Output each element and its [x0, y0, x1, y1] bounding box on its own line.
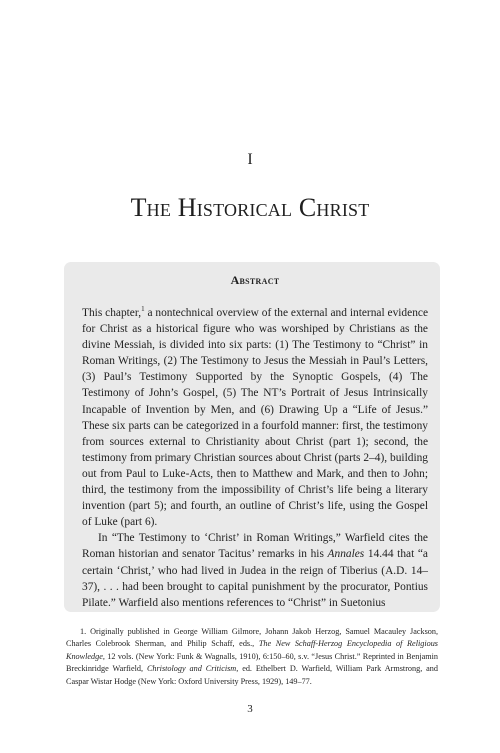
- abstract-text: This chapter,: [82, 307, 142, 319]
- footnote-text: , 12 vols. (New York: Funk & Wagnalls, 1910), 6:150–60, s.v. “Jesus Christ.” Reprinted in Benjamin Breckinridge Warfield,: [66, 651, 438, 674]
- abstract-text: In “The Testimony to ‘Christ’ in Roman Writings,” Warfield cites the Roman historian and senator Tacitus’ remarks in his: [82, 532, 428, 561]
- abstract-paragraph-1: [82, 305, 428, 530]
- work-title: Annales: [327, 548, 365, 561]
- era-abbreviation: A.D.: [385, 564, 408, 577]
- abstract-text: 14–37), . . . had been brought to capital punishment by the procurator, Pontius Pilate.” Warfield also mentions references to “Christ” in Suetonius: [82, 564, 429, 609]
- chapter-number: I: [247, 151, 253, 168]
- footnote: [66, 626, 438, 688]
- footnote-title: The New Schaff-Herzog Encyclopedia of Religious Knowledge: [66, 639, 438, 661]
- abstract-text: 14.44 that “a certain ‘Christ,’ who had lived in Judea in the reign of Tiberius (: [82, 548, 428, 577]
- page-number: 3: [247, 703, 253, 715]
- chapter-title: The Historical Christ: [130, 193, 370, 222]
- abstract-box: [64, 262, 440, 612]
- footnote-title: Christology and Criticism: [146, 664, 237, 674]
- abstract-heading: Abstract: [230, 273, 280, 287]
- footnote-marker: 1: [141, 305, 145, 314]
- footnote-text: 1. Originally published in George William Gilmore, Johann Jakob Herzog, Samuel Macauley Jackson, Charles Colebrook Sherman, and Philip Schaff, eds.,: [66, 627, 438, 649]
- abstract-paragraph-2: [82, 530, 428, 610]
- footnote-text: , ed. Ethelbert D. Warfield, William Park Armstrong, and Caspar Wistar Hodge (New York: Oxford University Press, 1929), 149–77.: [66, 664, 438, 686]
- abstract-text: a nontechnical overview of the external and internal evidence for Christ as a historical figure who was worshiped by Christians as the divine Messiah, is divided into six parts: (1) The Testimony to “Christ” in Roman Writings, (2) The Testimony to Jesus the Messiah in Paul’s Letters, (3) Paul’s Testimony Supported by the Synoptic Gospels, (4) The Testimony of John’s Gospel, (5) The NT’s Portrait of Jesus Intrinsically Incapable of Invention by Men, and (6) Drawing Up a “Life of Jesus.” These six parts can be categorized in a fourfold manner: first, the testimony from sources external to Christianity about Christ (part 1); second, the testimony from primary Christian sources about Christ (parts 2–4), building out from Paul to Luke-Acts, then to Matthew and Mark, and then to John; third, the testimony from the impossibility of Christ’s life being a literary invention (part 5); and fourth, an outline of Christ’s life, using the Gospel of Luke (part 6).: [82, 307, 428, 529]
